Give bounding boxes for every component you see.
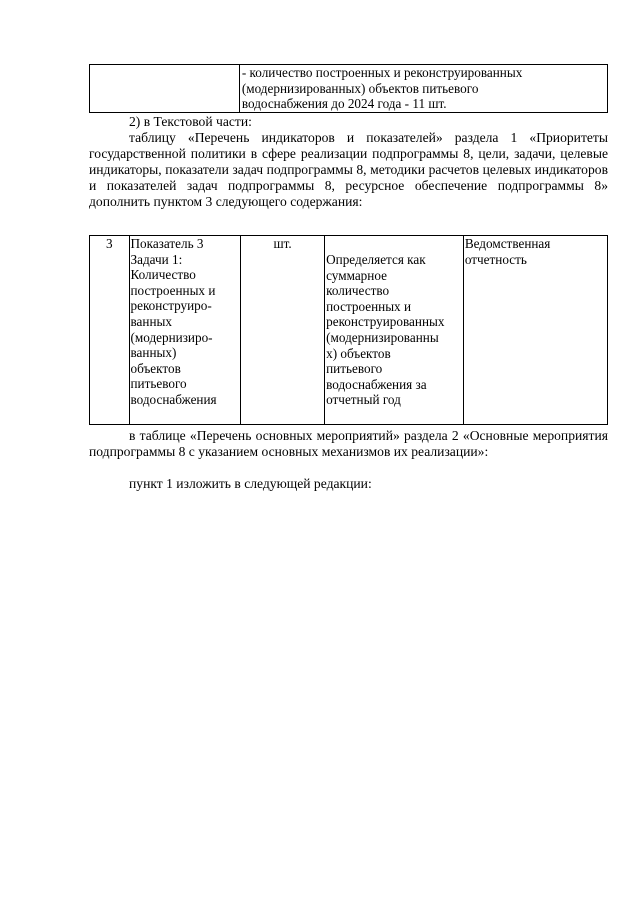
unit-cell: шт.	[241, 236, 325, 425]
row-number-cell: 3	[90, 236, 130, 425]
paragraph-table-amendment: таблицу «Перечень индикаторов и показателей» раздела 1 «Приоритеты государственной политики в сфере реализации подпрограммы 8, цели, задачи, целевые индикаторы, показатели задач подпрограммы 8, методики расчетов целевых индикаторов и показателей задач подпрограммы 8, ресурсное обеспечение подпрограммы 8» дополнить пунктом 3 следующего содержания:	[89, 130, 608, 209]
paragraph-new-edition: пункт 1 изложить в следующей редакции:	[129, 476, 372, 491]
continued-table	[89, 64, 608, 113]
calculation-method-cell: Определяется как суммарное количество построенных и реконструированных (модернизированны х) объектов питьевого водоснабжения за отчетный год	[325, 236, 464, 425]
target-value-text: - количество построенных и реконструированных (модернизированных) объектов питьевого водоснабжения до 2024 года - 11 шт.	[241, 65, 523, 112]
paragraph-text-section: 2) в Текстовой части:	[129, 114, 252, 129]
indicator-name-cell: Показатель 3 Задачи 1: Количество построенных и реконструиро- ванных (модернизиро- ванных) объектов питьевого водоснабжения	[129, 236, 241, 425]
table-cell-empty	[90, 65, 240, 113]
table-cell-target-value	[239, 65, 607, 113]
indicator-table	[89, 235, 608, 425]
paragraph-measures-table: в таблице «Перечень основных мероприятий» раздела 2 «Основные мероприятия подпрограммы 8 с указанием основных механизмов их реализации»:	[89, 428, 608, 459]
data-source-cell: Ведомственная отчетность	[463, 236, 607, 425]
table-row	[90, 65, 608, 113]
table-row	[90, 236, 608, 425]
